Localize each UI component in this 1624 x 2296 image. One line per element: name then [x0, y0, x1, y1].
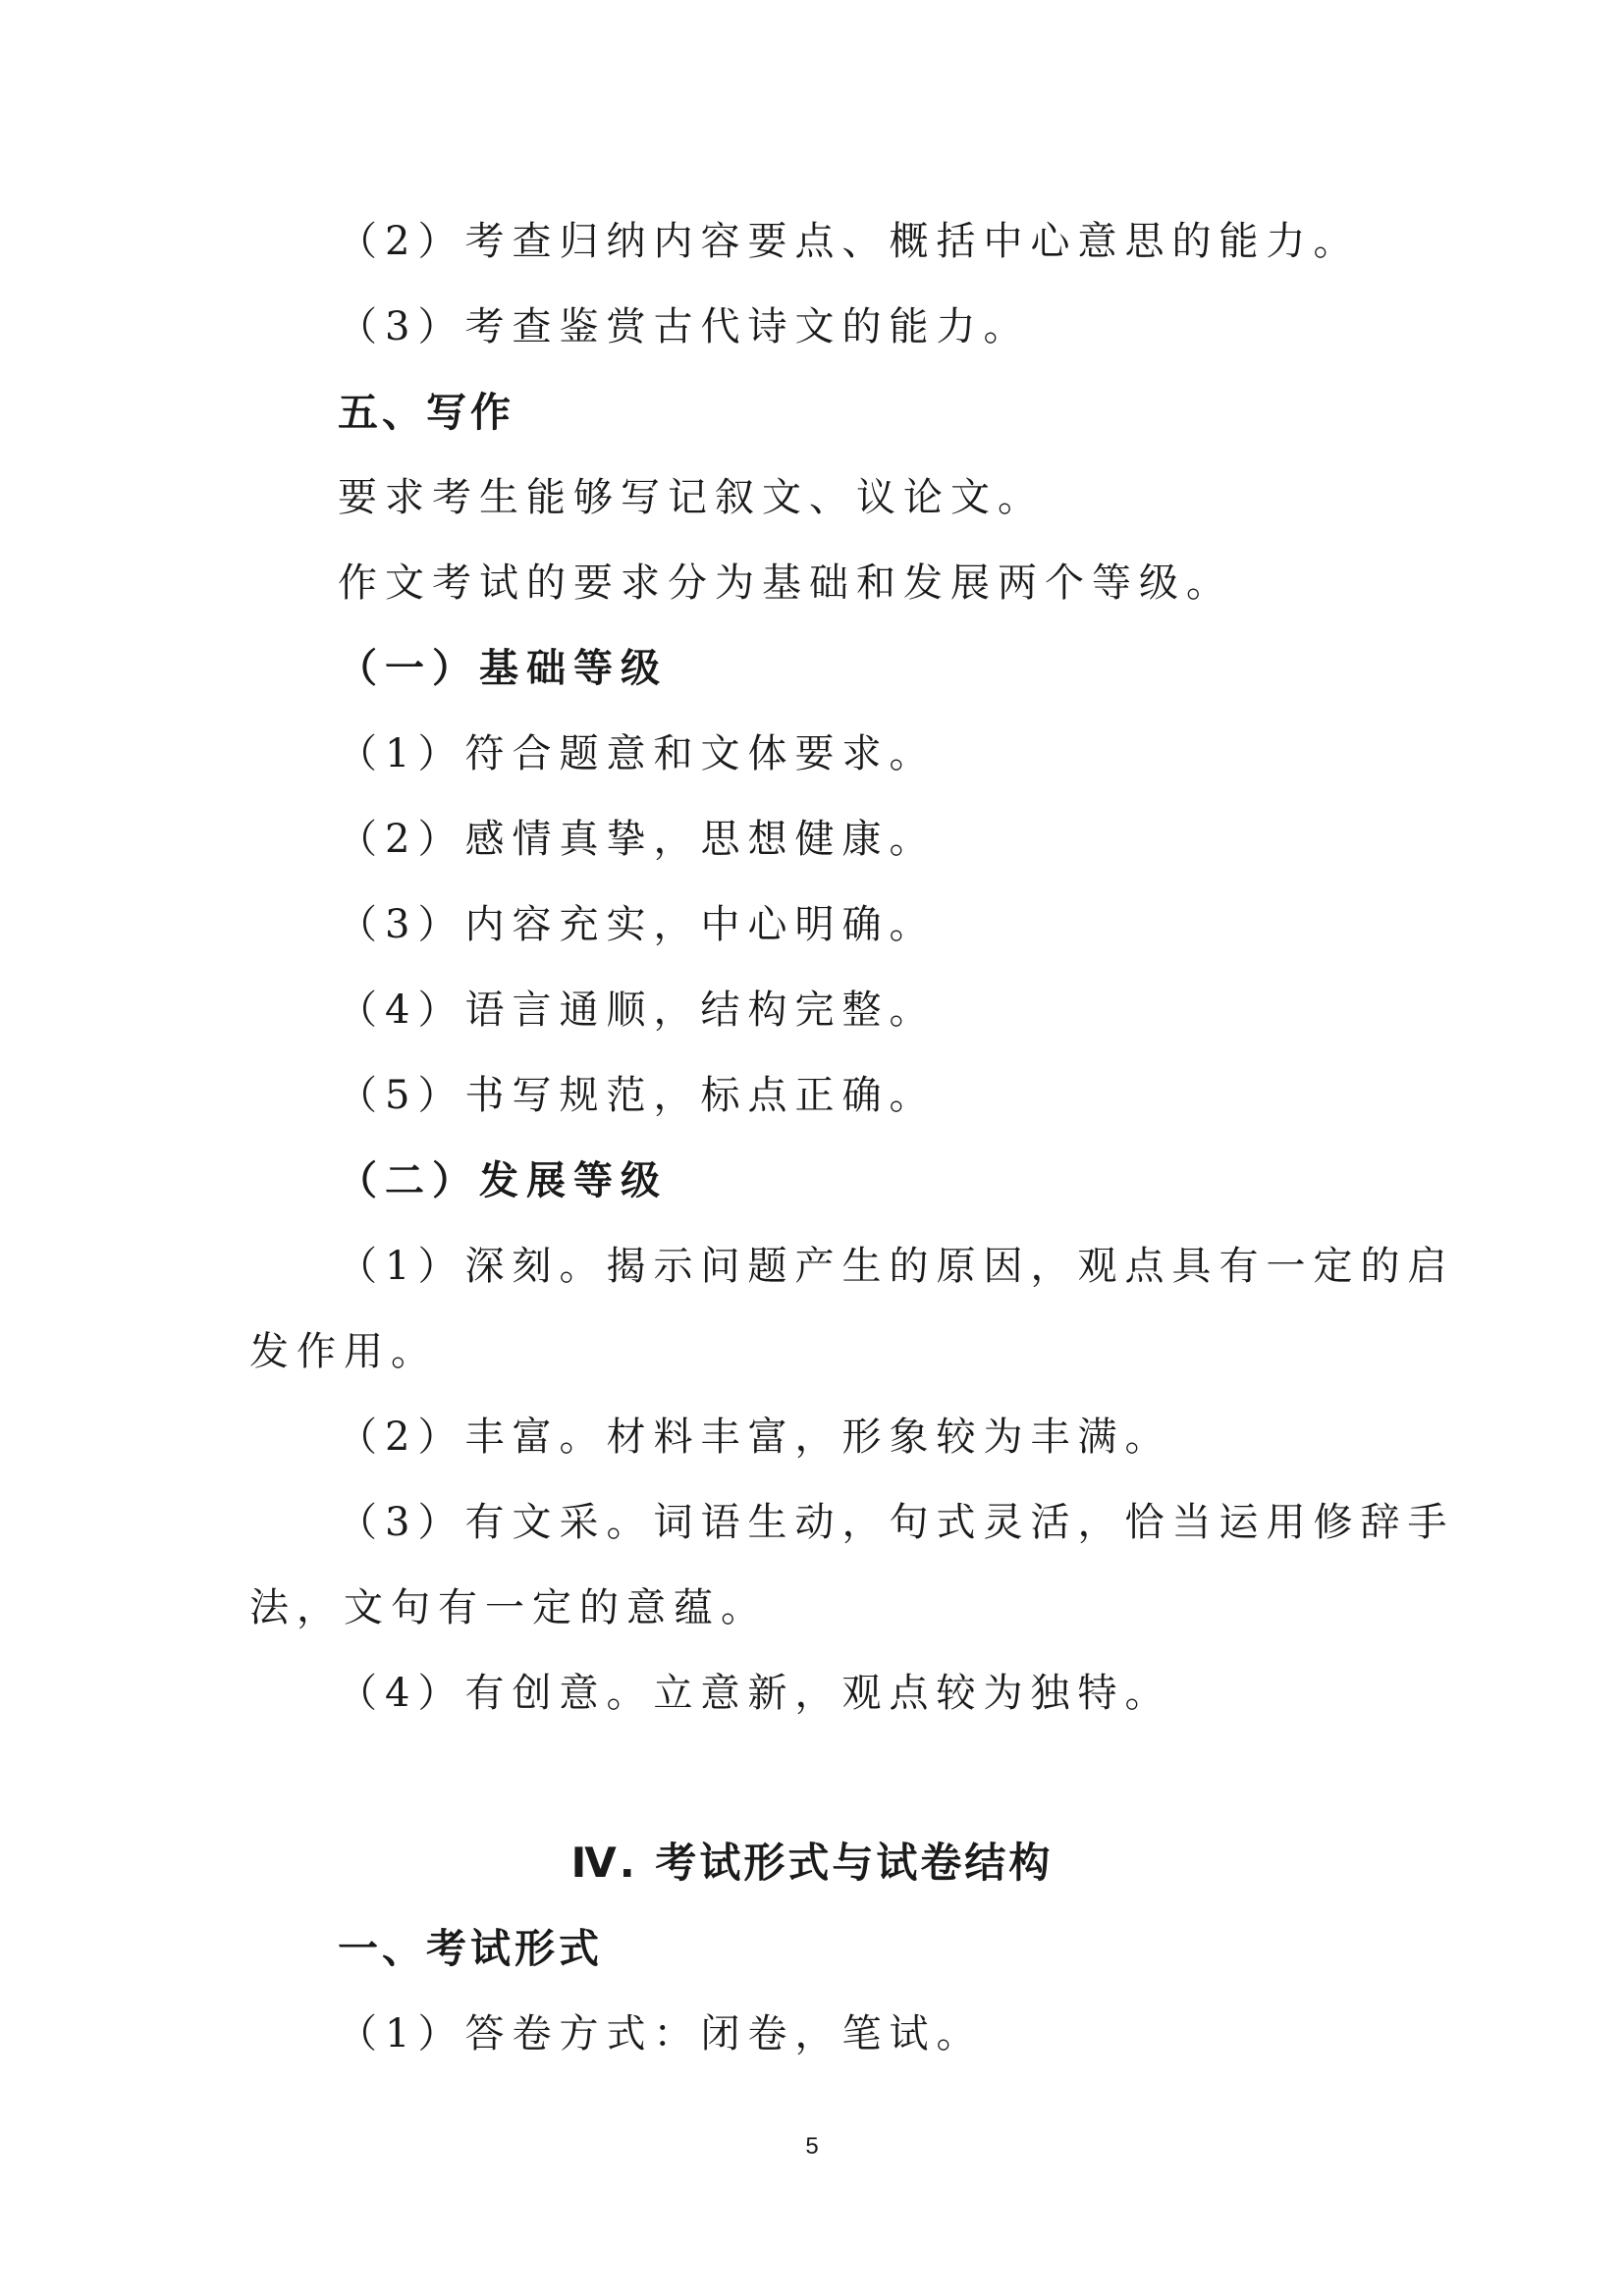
paragraph-line: 作文考试的要求分为基础和发展两个等级。: [338, 561, 1233, 606]
paragraph-line: （2）考查归纳内容要点、概括中心意思的能力。: [338, 219, 1361, 264]
paragraph-line: 要求考生能够写记叙文、议论文。: [338, 475, 1045, 520]
section-heading-writing: 五、写作: [338, 389, 514, 436]
list-item: （2）感情真挚，思想健康。: [338, 817, 937, 862]
list-item: （4）语言通顺，结构完整。: [338, 988, 937, 1033]
subsection-heading-advanced: （二）发展等级: [338, 1157, 668, 1203]
list-item: （5）书写规范，标点正确。: [338, 1073, 937, 1118]
list-item: （1）符合题意和文体要求。: [338, 731, 937, 776]
page-number: 5: [805, 2133, 819, 2160]
list-item: （1）深刻。揭示问题产生的原因，观点具有一定的启: [338, 1244, 1455, 1289]
list-item: （1）答卷方式：闭卷，笔试。: [338, 2011, 984, 2056]
list-item: （3）有文采。词语生动，句式灵活，恰当运用修辞手: [338, 1500, 1455, 1545]
list-item-continuation: 发作用。: [249, 1329, 438, 1374]
paragraph-line: （3）考查鉴赏古代诗文的能力。: [338, 304, 1031, 349]
list-item: （4）有创意。立意新，观点较为独特。: [338, 1671, 1172, 1716]
section-heading-exam-format: 一、考试形式: [338, 1925, 603, 1972]
subsection-heading-basic: （一）基础等级: [338, 645, 668, 691]
list-item: （3）内容充实，中心明确。: [338, 902, 937, 947]
part-title: Ⅳ. 考试形式与试卷结构: [570, 1839, 1054, 1887]
list-item: （2）丰富。材料丰富，形象较为丰满。: [338, 1415, 1172, 1460]
list-item-continuation: 法，文句有一定的意蕴。: [249, 1585, 768, 1630]
